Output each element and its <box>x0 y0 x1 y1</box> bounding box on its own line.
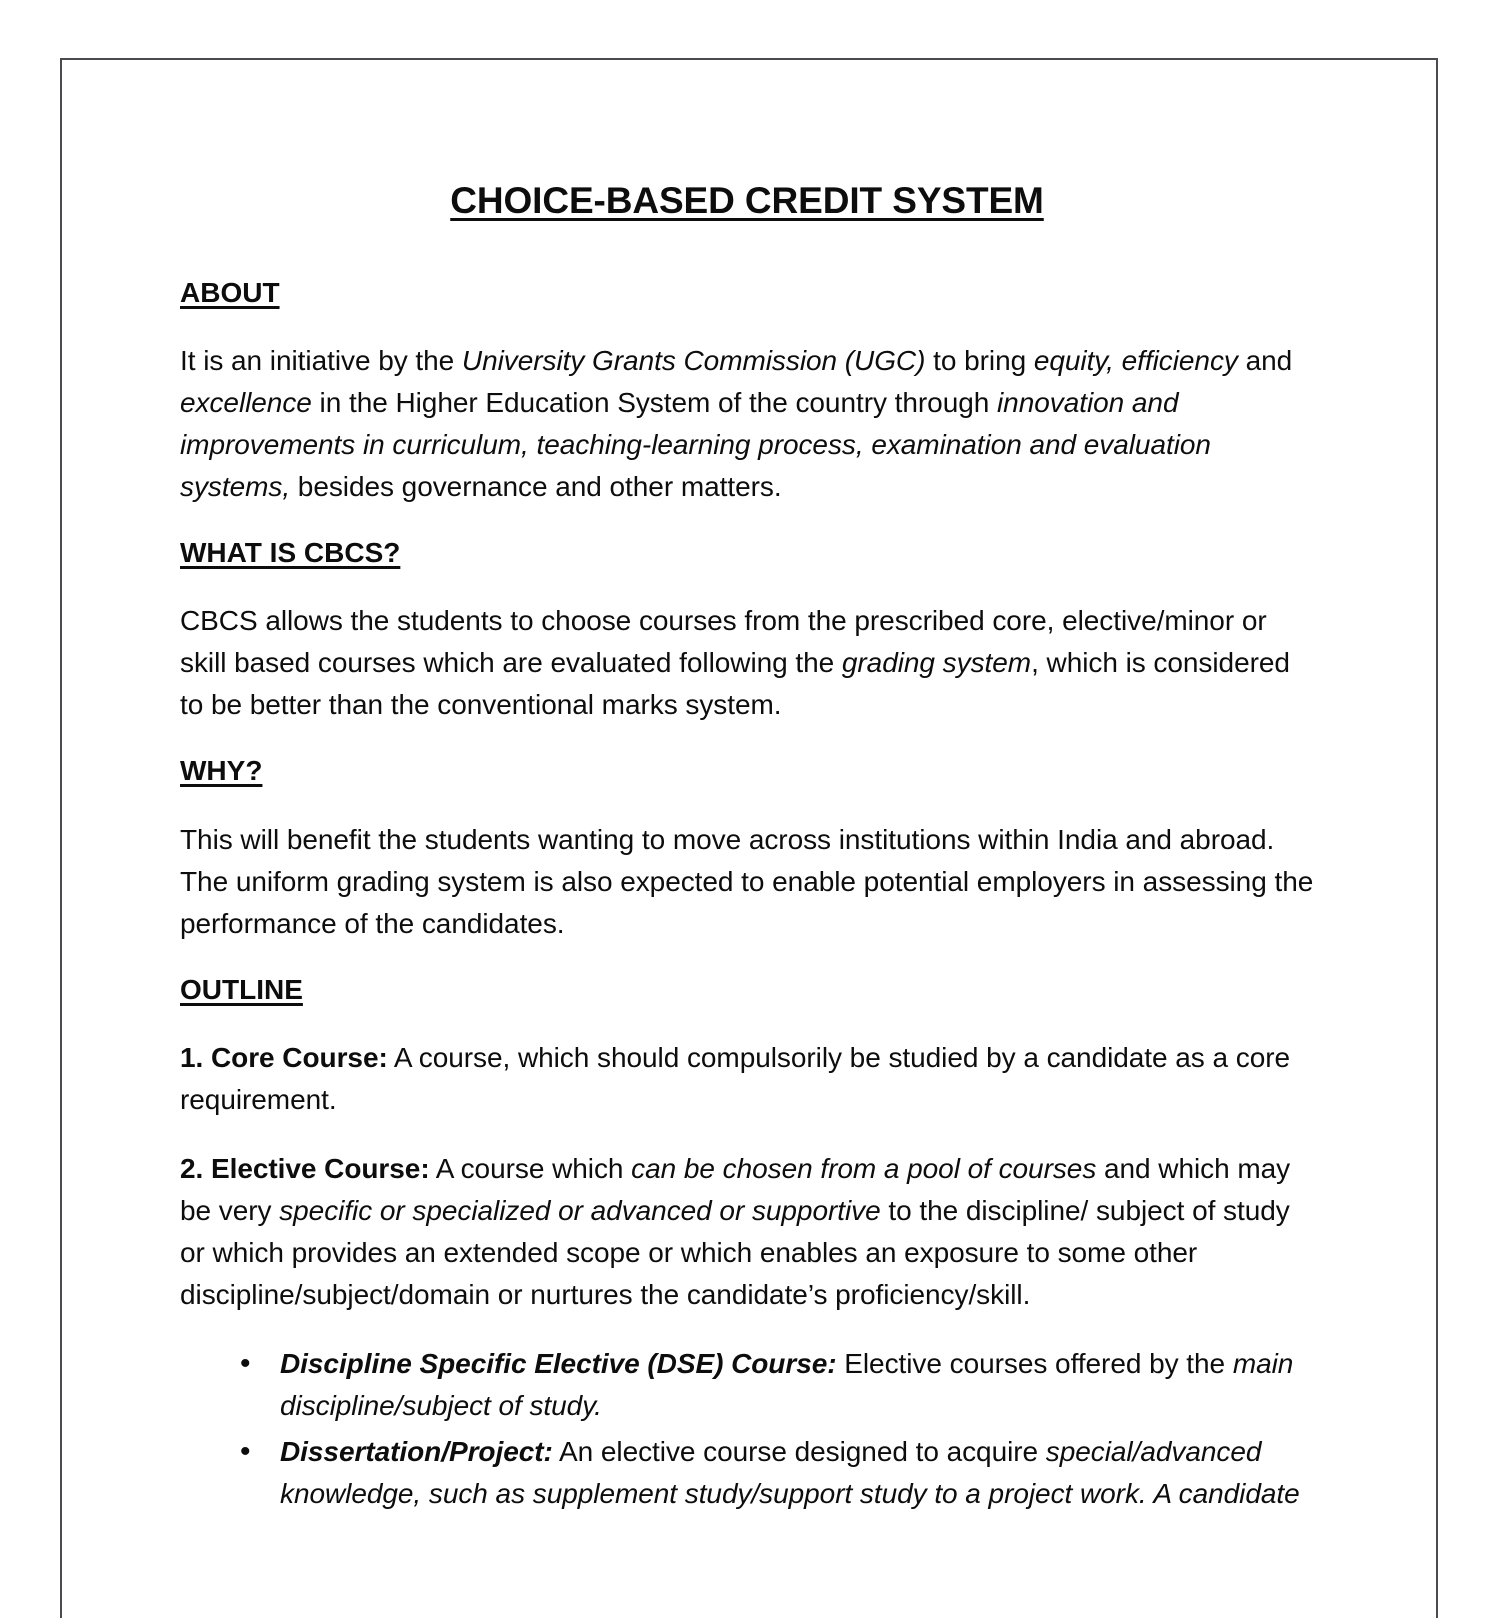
run-italic: can be chosen from a pool of courses <box>631 1153 1097 1185</box>
section-heading-outline-text: OUTLINE <box>180 973 303 1005</box>
outline-item-elective-course <box>180 1148 1314 1316</box>
paragraph-what-is-cbcs <box>180 600 1314 726</box>
run: and which may be very <box>180 1153 1291 1227</box>
run-italic: specific or specialized or advanced or supportive <box>279 1195 881 1227</box>
run: A course, which should compulsorily be studied by a candidate as a core requirement. <box>180 1042 1291 1116</box>
page-title-text: CHOICE-BASED CREDIT SYSTEM <box>450 180 1044 221</box>
list-item-label: Discipline Specific Elective (DSE) Course: <box>280 1348 837 1380</box>
section-heading-why <box>180 753 1314 789</box>
run-italic: special/advanced knowledge, such as supplement study/support study to a project work. A candidate <box>280 1436 1300 1510</box>
section-heading-why-text: WHY? <box>180 755 263 787</box>
section-heading-what-is-cbcs <box>180 535 1314 571</box>
run: A course which <box>429 1153 632 1185</box>
run: besides governance and other matters. <box>290 470 782 502</box>
elective-course-bullet-list <box>180 1343 1314 1515</box>
outline-item-core-course <box>180 1037 1314 1121</box>
run: in the Higher Education System of the country through <box>311 386 998 418</box>
bullet-icon: • <box>240 1435 251 1469</box>
outline-item-label: 1. Core Course: <box>180 1042 388 1074</box>
run-italic: main discipline/subject of study. <box>280 1348 1294 1422</box>
run: Elective courses offered by the <box>836 1348 1233 1380</box>
outline-item-label: 2. Elective Course: <box>180 1153 430 1185</box>
run: CBCS allows the students to choose courses from the prescribed core, elective/minor or skill based courses which are evaluated following the <box>180 605 1267 679</box>
run-italic: grading system <box>841 647 1032 679</box>
document-body <box>180 180 1314 1515</box>
run-italic: University Grants Commission (UGC) <box>461 344 926 376</box>
list-item-label: Dissertation/Project: <box>280 1436 553 1468</box>
run: and <box>1237 344 1293 376</box>
section-heading-about <box>180 275 1314 311</box>
run: An elective course designed to acquire <box>552 1436 1046 1468</box>
run-italic: equity, efficiency <box>1033 344 1238 376</box>
list-item <box>180 1431 1314 1515</box>
run: This will benefit the students wanting to move across institutions within India and abroad. The uniform grading system is also expected to enable potential employers in assessing the performance of the candidates. <box>180 823 1314 939</box>
section-heading-outline <box>180 972 1314 1008</box>
run: It is an initiative by the <box>180 344 462 376</box>
bullet-icon: • <box>240 1347 251 1381</box>
run: , which is considered to be better than the conventional marks system. <box>180 647 1290 721</box>
section-heading-what-is-cbcs-text: WHAT IS CBCS? <box>180 536 401 568</box>
section-heading-about-text: ABOUT <box>180 276 280 308</box>
page-title <box>180 180 1314 223</box>
paragraph-why <box>180 819 1314 945</box>
run-italic: excellence <box>180 386 312 418</box>
paragraph-about <box>180 340 1314 508</box>
run-italic: innovation and improvements in curriculum, teaching-learning process, examination and evaluation systems, <box>180 386 1211 502</box>
list-item <box>180 1343 1314 1427</box>
run: to bring <box>925 344 1034 376</box>
run: to the discipline/ subject of study or which provides an extended scope or which enables an exposure to some other discipline/subject/domain or nurtures the candidate’s proficiency/skill. <box>180 1195 1290 1311</box>
document-page <box>60 58 1438 1618</box>
